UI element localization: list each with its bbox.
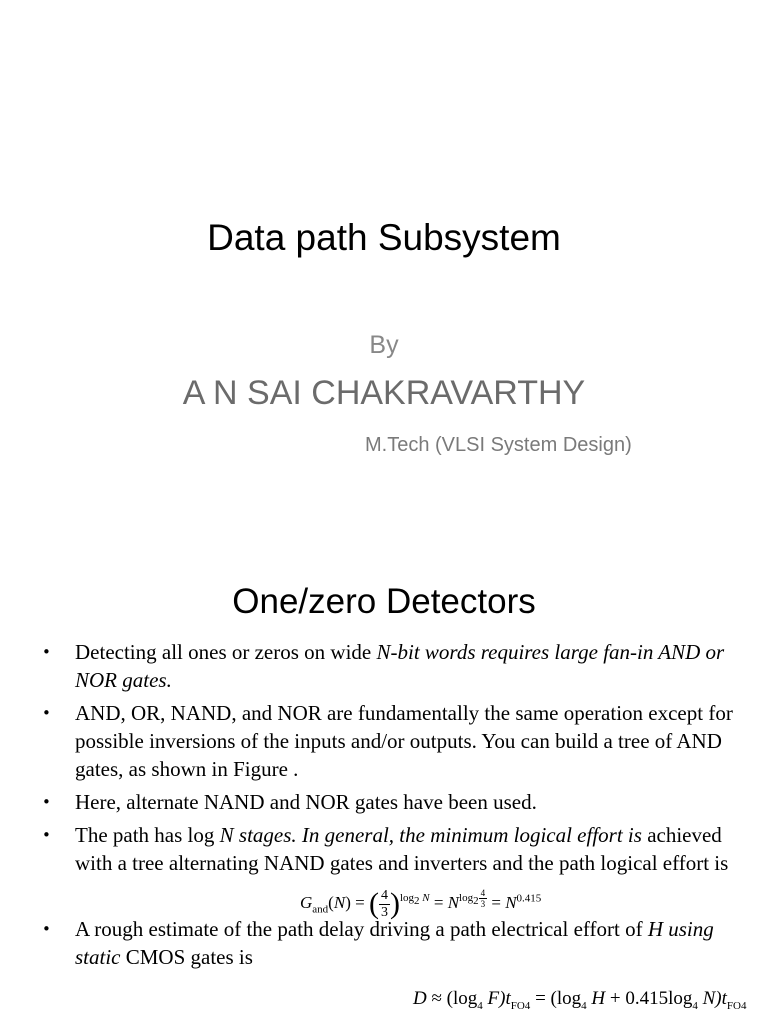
bullet-icon: • (42, 643, 51, 661)
bullet-list (40, 638, 740, 976)
bullet-item: • The path has log N stages. In general, the minimum logical effort is achieved with a tree alternating NAND gates and inverters and the path logical effort is (42, 823, 729, 875)
slide-title: Data path Subsystem (207, 217, 561, 258)
logical-effort-equation: $G_{and}(N)$ = ( $\frac{4}{3}$ )$^{log_2 N} = N^{log_2 \frac{4}{3}}$ = $N^{0.415}$ (300, 887, 542, 920)
bullet-item: • AND, OR, NAND, and NOR are fundamentally the same operation except for possible inversions of the inputs and/or outputs. You can build a tree of AND gates, as shown in Figure . (42, 701, 733, 781)
bullet-icon: • (42, 826, 51, 844)
bullet-item: • A rough estimate of the path delay driving a path electrical effort of H using static CMOS gates is (42, 917, 714, 969)
bullet-item: • Here, alternate NAND and NOR gates have been used. (42, 790, 537, 814)
bullet-icon: • (42, 793, 51, 811)
path-delay-equation: $D \approx (\log_4$ $F)t_{FO4} = (\log_4$ $H + 0.415\log_4$ $N)t_{FO4}$ (413, 988, 747, 1012)
section-title: One/zero Detectors (232, 582, 536, 621)
content-slide (0, 560, 768, 1024)
author-name: A N SAI CHAKRAVARTHY (182, 374, 586, 412)
bullet-icon: • (42, 920, 51, 938)
by-label: By (369, 331, 399, 359)
bullet-icon: • (42, 704, 51, 722)
bullet-item: • Detecting all ones or zeros on wide N-bit words requires large fan-in AND or NOR gates. (42, 640, 725, 692)
author-degree: M.Tech (VLSI System Design) (365, 434, 632, 456)
